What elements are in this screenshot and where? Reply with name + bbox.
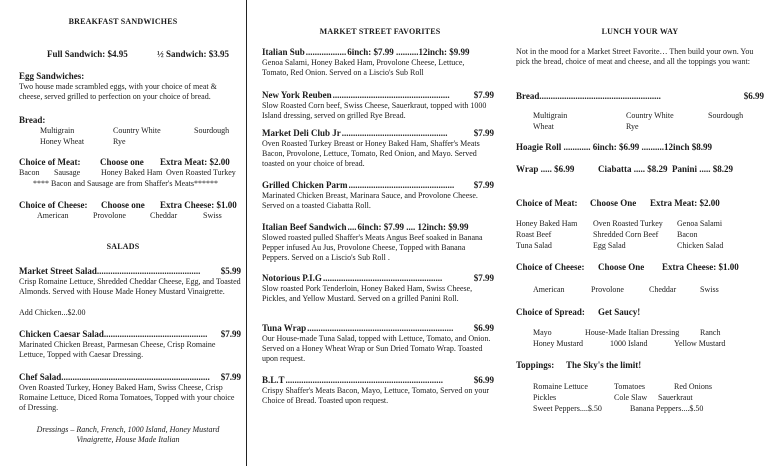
topping-option: Tomatoes <box>614 382 645 391</box>
favorite-item-header <box>262 128 494 139</box>
salad-extra: Add Chicken...$2.00 <box>19 308 86 317</box>
egg-sandwiches-desc: Two house made scrambled eggs, with your choice of meat & cheese, served grilled to perfection on your choice of bread. <box>19 82 217 101</box>
favorite-item-header <box>262 273 494 284</box>
salad-name: Chef Salad <box>19 372 62 382</box>
spread-option: Mayo <box>533 328 552 337</box>
meat-option: Oven Roasted Turkey <box>593 219 663 228</box>
extra-meat-price: Extra Meat: $2.00 <box>160 157 230 167</box>
favorite-dots: ............................................... <box>348 180 455 190</box>
meat-option: Roast Beef <box>516 230 552 239</box>
favorite-item-header <box>262 90 494 101</box>
spread-option: 1000 Island <box>610 339 648 348</box>
cheese-option: Provolone <box>591 285 624 294</box>
extra-cheese-price: Extra Cheese: $1.00 <box>160 200 237 210</box>
favorite-desc: Our House-made Tuna Salad, topped with Lettuce, Tomato, and Onion. Served on a Honey Wheat Wrap or Sun Dried Tomato Wrap. Toasted upon request. <box>262 334 491 363</box>
topping-option: Romaine Lettuce <box>533 382 588 391</box>
bread-price: $6.99 <box>743 91 764 101</box>
favorite-item-header <box>262 323 494 334</box>
spread-option: Ranch <box>700 328 721 337</box>
spread-option: Yellow Mustard <box>674 339 726 348</box>
meat-option: Chicken Salad <box>677 241 724 250</box>
topping-extra: Sweet Peppers....$.50 <box>533 404 602 413</box>
meat-choose: Choose One <box>590 198 637 208</box>
favorite-desc: Slow Roasted Corn beef, Swiss Cheese, Sauerkraut, topped with 1000 Island dressing, served on grilled Rye Bread. <box>262 101 487 120</box>
favorite-name: Italian Beef Sandwich <box>262 222 347 232</box>
bread-option: Sourdough <box>194 126 230 135</box>
lunch-title: LUNCH YOUR WAY <box>601 27 679 36</box>
favorite-dots: ............................................... <box>341 128 448 138</box>
extra-meat-price: Extra Meat: $2.00 <box>650 198 720 208</box>
favorites-title: MARKET STREET FAVORITES <box>319 27 441 36</box>
favorite-desc: Slow roasted Pork Tenderloin, Honey Baked Ham, Swiss Cheese, Pickles, and Yellow Mustard. Served on a grilled Panini Roll. <box>262 284 473 303</box>
bread-title: Bread: <box>19 115 46 125</box>
salad-dots: .................................................................. <box>61 372 210 382</box>
spread-option: House-Made Italian Dressing <box>585 328 680 337</box>
favorite-price: $6.99 <box>473 375 494 385</box>
favorite-desc: Genoa Salami, Honey Baked Ham, Provolone Cheese, Lettuce, Tomato, Red Onion. Served on a Liscio's Sub Roll <box>262 58 465 77</box>
bread-option: Rye <box>113 137 126 146</box>
salad-item-header <box>19 372 241 383</box>
favorite-desc: Crispy Shaffer's Meats Bacon, Mayo, Lettuce, Tomato, Served on your Choice of Bread. Toasted upon request. <box>262 386 489 405</box>
cheese-option: American <box>37 211 69 220</box>
cheese-choose: Choose One <box>598 262 645 272</box>
favorite-name: New York Reuben <box>262 90 332 100</box>
cheese-option: Cheddar <box>649 285 677 294</box>
cheese-title: Choice of Cheese: <box>516 262 585 272</box>
bread-option: Rye <box>626 122 639 131</box>
cheese-option: Swiss <box>203 211 222 220</box>
breakfast-title: BREAKFAST SANDWICHES <box>68 17 178 26</box>
hoagie-row <box>516 142 712 153</box>
favorite-desc: Oven Roasted Turkey Breast or Honey Baked Ham, Shaffer's Meats Bacon, Provolone, Lettuce, Tomato, Red Onion, and Mayo. Served toasted on your choice of bread. <box>262 139 480 168</box>
salad-desc: Oven Roasted Turkey, Honey Baked Ham, Swiss Cheese, Crisp Romaine Lettuce, Diced Roma Tomatoes, Topped with your choice of Dressing. <box>19 383 235 412</box>
meat-title: Choice of Meat: <box>19 157 81 167</box>
topping-extra: Banana Peppers....$.50 <box>630 404 704 413</box>
salad-desc: Marinated Chicken Breast, Parmesan Cheese, Crisp Romaine Lettuce, Topped with Caesar Dressing. <box>19 340 216 359</box>
cheese-option: Cheddar <box>150 211 178 220</box>
favorite-dots: .... <box>347 222 357 232</box>
cheese-option: Swiss <box>700 285 719 294</box>
favorite-price: $7.99 <box>473 90 494 100</box>
meat-option: Tuna Salad <box>516 241 552 250</box>
dressings-note: Dressings – Ranch, French, 1000 Island, Honey Mustard Vinaigrette, House Made Italian <box>36 425 220 444</box>
favorite-name: Grilled Chicken Parm <box>262 180 348 190</box>
bread-price-row <box>516 91 764 102</box>
favorite-size-prices: 6inch: $7.99 .... 12inch: $9.99 <box>357 222 469 232</box>
salad-name: Market Street Salad <box>19 266 97 276</box>
salad-name: Chicken Caesar Salad <box>19 329 104 339</box>
favorite-price: $6.99 <box>473 323 494 333</box>
topping-option: Pickles <box>533 393 557 402</box>
spread-sub: Get Saucy! <box>598 307 641 317</box>
hoagie-prices: 6inch: $6.99 ..........12inch $8.99 <box>592 142 713 152</box>
favorite-price: $7.99 <box>473 273 494 283</box>
salad-dots: .............................................. <box>96 266 201 276</box>
salad-dots: .............................................. <box>103 329 208 339</box>
half-sandwich-price: ½ Sandwich: $3.95 <box>157 49 230 59</box>
salads-title: SALADS <box>106 242 140 251</box>
favorite-desc: Marinated Chicken Breast, Marinara Sauce, and Provolone Cheese. Served on a toasted Ciabatta Roll. <box>262 191 478 210</box>
cheese-option: American <box>533 285 565 294</box>
meat-option: Bacon <box>677 230 698 239</box>
favorite-name: Italian Sub <box>262 47 305 57</box>
column-breakfast-salads <box>0 0 247 466</box>
bread-option: Sourdough <box>708 111 744 120</box>
extra-cheese-price: Extra Cheese: $1.00 <box>662 262 739 272</box>
bread-option: Country White <box>113 126 161 135</box>
meat-option: Shredded Corn Beef <box>593 230 659 239</box>
favorite-item-header <box>262 180 494 191</box>
bread-option: Wheat <box>533 122 554 131</box>
favorite-name: Notorious P.I.G <box>262 273 322 283</box>
favorite-dots: ..................................................... <box>322 273 443 283</box>
hoagie-label: Hoagie Roll <box>516 142 562 152</box>
favorite-size-prices: 6inch: $7.99 ..........12inch: $9.99 <box>347 47 470 57</box>
topping-option: Sauerkraut <box>658 393 693 402</box>
spread-option: Honey Mustard <box>533 339 583 348</box>
ciabatta-price: Ciabatta ..... $8.29 <box>598 164 668 174</box>
column-lunch-your-way <box>512 0 768 466</box>
favorite-dots: ................................................................. <box>307 323 454 333</box>
lunch-intro: Not in the mood for a Market Street Favorite… Then build your own. You pick the bread, choice of meat and cheese, and all the toppings you want: <box>516 47 754 66</box>
favorite-dots: ...................................................................... <box>285 375 444 385</box>
meat-title: Choice of Meat: <box>516 198 578 208</box>
topping-option: Red Onions <box>674 382 712 391</box>
favorite-price: $7.99 <box>473 128 494 138</box>
salad-price: $5.99 <box>220 266 241 276</box>
meat-note: **** Bacon and Sausage are from Shaffer's Meats****** <box>33 179 219 188</box>
egg-sandwiches-title: Egg Sandwiches: <box>19 71 85 81</box>
salad-item-header <box>19 266 241 277</box>
favorite-desc: Slowed roasted pulled Shaffer's Meats Angus Beef soaked in Banana Pepper infused Au Jus, Provolone Cheese, Topped with Banana Peppers. Served on a Liscio's Sub Roll . <box>262 233 483 262</box>
meat-option: Bacon <box>19 168 40 177</box>
favorite-item-header <box>262 47 494 58</box>
topping-option: Cole Slaw <box>614 393 648 402</box>
favorite-name: Tuna Wrap <box>262 323 307 333</box>
panini-price: Panini ..... $8.29 <box>672 164 734 174</box>
spread-title: Choice of Spread: <box>516 307 585 317</box>
meat-choose: Choose one <box>100 157 144 167</box>
hoagie-dots: ............ <box>563 142 591 152</box>
salad-item-header <box>19 329 241 340</box>
meat-option: Oven Roasted Turkey <box>166 168 236 177</box>
meat-option: Sausage <box>54 168 81 177</box>
toppings-sub: The Sky's the limit! <box>566 360 642 370</box>
cheese-option: Provolone <box>93 211 126 220</box>
favorite-name: B.L.T <box>262 375 285 385</box>
favorite-dots: .................. <box>305 47 347 57</box>
meat-option: Honey Baked Ham <box>101 168 163 177</box>
bread-label: Bread <box>516 91 540 101</box>
column-favorites <box>262 0 498 466</box>
bread-option: Multigrain <box>40 126 75 135</box>
favorite-item-header <box>262 222 494 233</box>
salad-price: $7.99 <box>220 329 241 339</box>
cheese-title: Choice of Cheese: <box>19 200 88 210</box>
favorite-dots: .................................................... <box>332 90 450 100</box>
cheese-choose: Choose one <box>101 200 145 210</box>
meat-option: Genoa Salami <box>677 219 723 228</box>
meat-option: Egg Salad <box>593 241 626 250</box>
favorite-name: Market Deli Club Jr <box>262 128 341 138</box>
bread-dots: ...................................................... <box>539 91 661 101</box>
bread-option: Multigrain <box>533 111 568 120</box>
salad-price: $7.99 <box>220 372 241 382</box>
salad-desc: Crisp Romaine Lettuce, Shredded Cheddar Cheese, Egg, and Toasted Almonds. Served with House Made Honey Mustard Vinaigrette. <box>19 277 241 296</box>
meat-option: Honey Baked Ham <box>516 219 578 228</box>
wrap-price: Wrap ..... $6.99 <box>516 164 575 174</box>
bread-option: Country White <box>626 111 674 120</box>
favorite-item-header <box>262 375 494 386</box>
bread-option: Honey Wheat <box>40 137 85 146</box>
favorite-price: $7.99 <box>473 180 494 190</box>
toppings-title: Toppings: <box>516 360 555 370</box>
full-sandwich-price: Full Sandwich: $4.95 <box>47 49 128 59</box>
